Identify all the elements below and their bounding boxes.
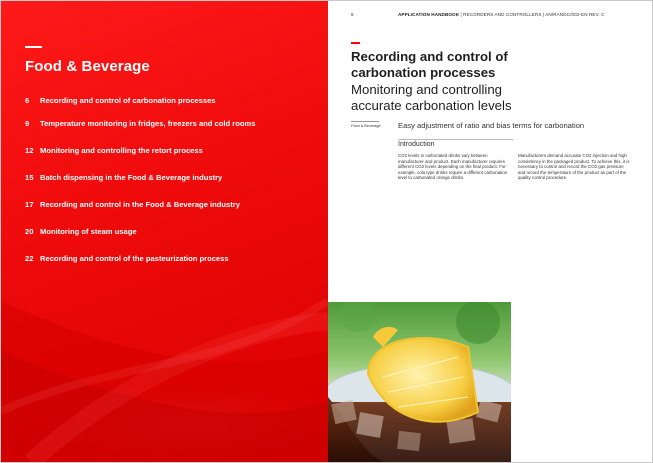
toc-entry-title: Monitoring and controlling the retort process	[40, 146, 203, 155]
toc-item[interactable]	[25, 254, 229, 263]
title-accent-dash	[25, 46, 42, 48]
toc-item[interactable]	[25, 146, 203, 155]
body-column-right: Manufacturers demand accurate CO2 injection and high consistency in the packaged product. To achieve this, it is necessary to control and record the CO2 gas pressure and record the temperature of the product as part of the quality control procedure.	[518, 153, 630, 181]
category-rule	[351, 121, 379, 122]
toc-item[interactable]	[25, 96, 216, 105]
toc-page-number: 20	[25, 227, 34, 236]
toc-entry-title: Batch dispensing in the Food & Beverage industry	[40, 173, 223, 182]
toc-entry-title: Recording and control in the Food & Beverage industry	[40, 200, 240, 209]
lede-text: Easy adjustment of ratio and bias terms for carbonation	[398, 121, 585, 130]
running-header	[398, 12, 605, 17]
left-page	[1, 1, 328, 462]
toc-item[interactable]	[25, 200, 240, 209]
toc-entry-title: Recording and control of the pasteurization process	[40, 254, 229, 263]
toc-entry-title: Monitoring of steam usage	[40, 227, 137, 236]
toc-page-number: 9	[25, 119, 30, 128]
page-title: Recording and control of carbonation processes	[351, 49, 508, 80]
toc-item[interactable]	[25, 119, 255, 128]
toc-page-number: 17	[25, 200, 34, 209]
category-label: Food & Beverage	[351, 124, 381, 128]
body-column-left: CO2 levels in carbonated drinks vary between manufacturer and product. Each manufacturer requires different CO2 levels depending on the final product. For example, cola type drinks require a different carbonation level to carbonated orange drinks.	[398, 153, 508, 181]
cola-glass-photo	[328, 302, 511, 462]
toc-page-number: 22	[25, 254, 34, 263]
running-header-bold: APPLICATION HANDBOOK	[398, 12, 460, 17]
running-header-rest: | RECORDERS AND CONTROLLERS | AN/RANDC/002-EN REV. C	[459, 12, 605, 17]
toc-page-number: 6	[25, 96, 30, 105]
page-subtitle: Monitoring and controlling accurate carbonation levels	[351, 82, 512, 113]
page-number: 6	[351, 12, 354, 17]
toc-page-number: 15	[25, 173, 34, 182]
toc-item[interactable]	[25, 173, 222, 182]
introduction-rule	[398, 139, 513, 140]
right-page	[328, 1, 652, 462]
introduction-heading: Introduction	[398, 141, 435, 148]
toc-entry-title: Recording and control of carbonation processes	[40, 96, 216, 105]
toc-item[interactable]	[25, 227, 137, 236]
toc-entry-title: Temperature monitoring in fridges, freezers and cold rooms	[40, 119, 256, 128]
toc-page-number: 12	[25, 146, 34, 155]
section-title: Food & Beverage	[25, 58, 150, 75]
title-accent-dash	[351, 42, 360, 44]
